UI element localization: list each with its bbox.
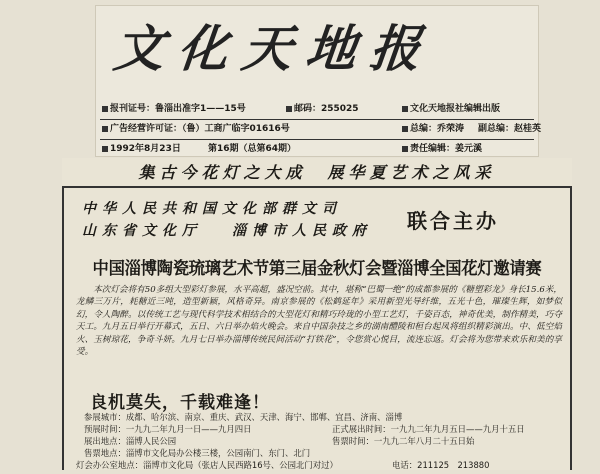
- masthead: [96, 6, 542, 156]
- newspaper-title: 文化天地报: [110, 19, 438, 78]
- masthead-row-3: [96, 142, 538, 156]
- deputy-editor: 副总编：赵桂英: [478, 124, 542, 134]
- masthead-row-2: [96, 122, 542, 136]
- notice-body: 本次灯会将有50多组大型彩灯参展，水平高超，盛况空前。其中，堪称“巴蜀一绝”的成都参展的《糖塑彩龙》身长15.6米，龙鳞三万片，耗糖近三吨，造型新颖，风格奇异。南京参展的《松鹤延年》采用新型光导纤维，五光十色，璀璨生辉，如梦似幻，令人陶醉。以传统工艺与现代科学技术相结合的大型花灯和精巧玲珑的小型工艺灯，千姿百态，神奇优美，制作精美，巧夺天工。九月五日举行开幕式，五日、六日举办焰火晚会。来自中国杂技之乡的湖南醴陵和桓台起凤将组织精彩演出。中、低空焰火、玉树琼花，争奇斗妍。九月七日举办淄博传统民间活动“打铁花”，令您赏心悦目，流连忘返。灯会将为您带来欢乐和美的享受。: [76, 285, 562, 358]
- venue: 展出地点：淄博人民公园: [84, 436, 177, 446]
- square-bullet-icon: [102, 146, 108, 152]
- notice-border: [62, 186, 572, 188]
- square-bullet-icon: [402, 146, 408, 152]
- organizer-province: 山东省文化厅: [82, 223, 202, 239]
- participating-cities: 参展城市：成都、哈尔滨、南京、重庆、武汉、天津、海宁、邯郸、宜昌、济南、淄博: [84, 412, 403, 422]
- issue-number: 第16期（总第64期）: [208, 144, 297, 154]
- square-bullet-icon: [102, 126, 108, 132]
- organizer-ministry: 中华人民共和国文化部群文司: [82, 201, 342, 217]
- organizer-city: 淄博市人民政府: [232, 223, 372, 239]
- ticket-place: 售票地点：淄博市文化局办公楼三楼，公园南门、东门、北门: [84, 448, 311, 458]
- presale-time: 售票时间：一九九二年八月二十五日始: [332, 436, 475, 446]
- joint-host-label: 联合主办: [407, 209, 499, 233]
- publisher: 文化天地报社编辑出版: [410, 104, 501, 114]
- office-address: 灯会办公室地点：淄博市文化局（张店人民西路16号、公园北门对过）: [76, 460, 338, 470]
- responsible-editor: 责任编辑：姜元溪: [410, 144, 483, 154]
- square-bullet-icon: [402, 106, 408, 112]
- preview-time: 预展时间：一九九二年九月一日——九月四日: [84, 424, 252, 434]
- square-bullet-icon: [402, 126, 408, 132]
- registration-number: 报刊证号：鲁淄出准字1——15号: [110, 104, 246, 114]
- square-bullet-icon: [286, 106, 292, 112]
- slogan: 集古今花灯之大成 展华夏艺术之风采: [138, 163, 496, 182]
- motto: 良机莫失，千载难逢！: [90, 393, 270, 413]
- masthead-row-1: [96, 102, 538, 116]
- editor-in-chief: 总编：乔荣涛: [410, 124, 465, 134]
- postcode: 邮码：255025: [294, 104, 359, 114]
- issue-date: 1992年8月23日: [110, 144, 181, 154]
- invitation-title: 中国淄博陶瓷琉璃艺术节第三届金秋灯会暨淄博全国花灯邀请赛: [92, 259, 542, 279]
- notice-border-left: [62, 186, 64, 470]
- phone-numbers: 电话：211125 213880: [392, 460, 490, 470]
- official-time: 正式展出时间：一九九二年九月五日——九月十五日: [332, 424, 525, 434]
- ad-license: 广告经营许可证：（鲁）工商广临字01616号: [110, 124, 290, 134]
- divider: [100, 139, 534, 140]
- notice-border-right: [570, 186, 572, 470]
- lantern-festival-notice: [62, 158, 572, 470]
- square-bullet-icon: [102, 106, 108, 112]
- divider: [100, 119, 534, 120]
